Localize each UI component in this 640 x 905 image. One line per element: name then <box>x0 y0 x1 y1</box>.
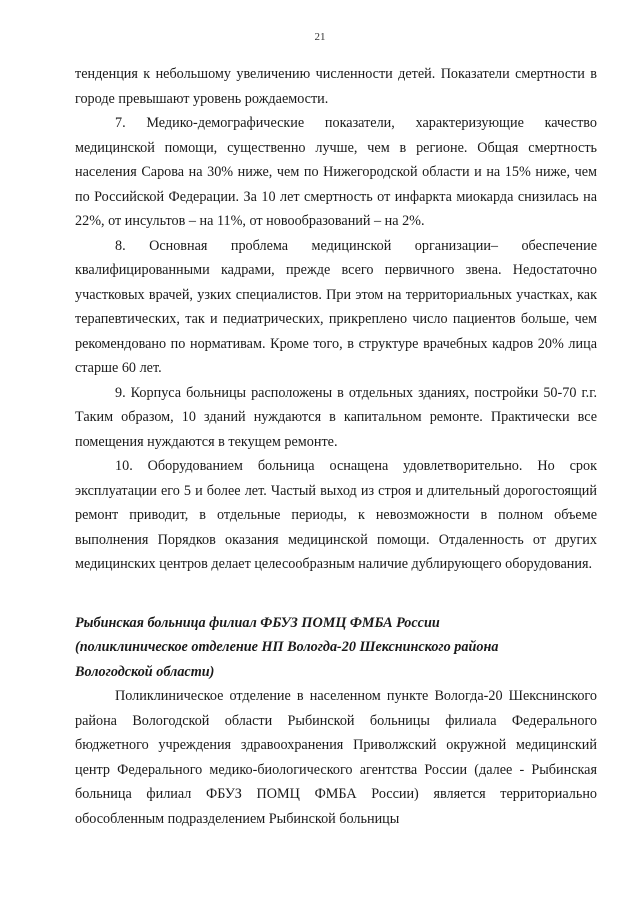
paragraph-item-10: 10. Оборудованием больница оснащена удовлетворительно. Но срок эксплуатации его 5 и более лет. Частый выход из строя и длительный дорогостоящий ремонт приводит, в отдельные периоды, к невозможности в полном объеме выполнения Порядков оказания медицинской помощи. Отдаленность от других медицинских центров делает целесообразным наличие дублирующего оборудования. <box>75 458 597 572</box>
paragraph-continuation: тенденция к небольшому увеличению численности детей. Показатели смертности в городе превышают уровень рождаемости. <box>75 66 597 107</box>
section-heading-line-2: (поликлиническое отделение НП Вологда-20 Шекснинского района <box>75 639 499 655</box>
section-paragraph: Поликлиническое отделение в населенном пункте Вологда-20 Шекснинского района Вологодской области Рыбинской больницы филиала Федерального бюджетного учреждения здравоохранения Приволжский окружной медицинский центр Федерального медико-биологического агентства России (далее - Рыбинская больница филиал ФБУЗ ПОМЦ ФМБА России) является территориально обособленным подразделением Рыбинской больницы <box>75 688 597 827</box>
paragraph-item-8: 8. Основная проблема медицинской организации– обеспечение квалифицированными кадрами, прежде всего первичного звена. Недостаточно участковых врачей, узких специалистов. При этом на территориальных участках, как терапевтических, так и педиатрических, прикреплено число пациентов больше, чем рекомендовано по нормативам. Кроме того, в структуре врачебных кадров 20% лица старше 60 лет. <box>75 237 597 376</box>
paragraph-item-9: 9. Корпуса больницы расположены в отдельных зданиях, постройки 50-70 г.г. Таким образом, 10 зданий нуждаются в капитальном ремонте. Практически все помещения нуждаются в текущем ремонте. <box>75 384 597 450</box>
paragraph-item-7: 7. Медико-демографические показатели, характеризующие качество медицинской помощи, существенно лучше, чем в регионе. Общая смертность населения Сарова на 30% ниже, чем по Нижегородской области и на 15% ниже, чем по Российской Федерации. За 10 лет смертность от инфаркта миокарда снизилась на 22%, от инсультов – на 11%, от новообразований – на 2%. <box>75 115 597 229</box>
section-heading <box>75 611 597 685</box>
page-number: 21 <box>314 31 326 43</box>
document-body <box>75 62 597 831</box>
section-heading-line-3: Вологодской области) <box>75 663 215 680</box>
section-heading-line-1: Рыбинская больница филиал ФБУЗ ПОМЦ ФМБА России <box>75 614 440 631</box>
